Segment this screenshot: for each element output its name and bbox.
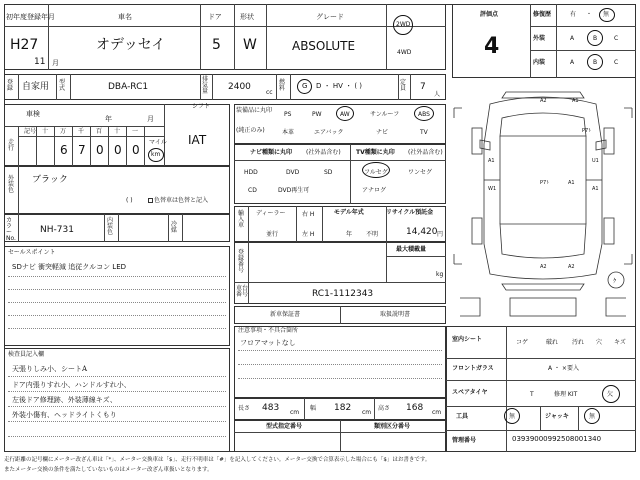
exterior-grade-c: C xyxy=(614,35,619,42)
first-reg-label: 初年度登録年月 xyxy=(6,13,55,21)
notes-label: 注意事項・不具合箇所 xyxy=(238,327,299,334)
spare-label: スペアタイヤ xyxy=(452,389,488,396)
displacement-label: 排気量 xyxy=(202,76,209,95)
equipment-sub: (純正のみ) xyxy=(236,127,265,134)
model-year-suffix: 年 xyxy=(346,231,353,238)
shift-label: シフト xyxy=(192,103,211,110)
fuel-label: 燃料 xyxy=(279,79,286,92)
odometer-header-5: 十 xyxy=(114,128,121,135)
tv-sub: (社外品含む) xyxy=(408,149,443,156)
equip-aw: AW xyxy=(340,111,350,118)
seat-hole: 穴 xyxy=(596,339,603,346)
odometer-header-3: 千 xyxy=(78,128,85,135)
plate-value: 自家用 xyxy=(22,82,50,92)
car-diagram-svg xyxy=(450,84,636,322)
car-diagram xyxy=(450,84,636,322)
exterior-grade-a: A xyxy=(570,35,575,42)
cc-unit: cc xyxy=(266,89,273,96)
model-year-unknown: 不明 xyxy=(366,231,379,238)
equip-sunroof: サンルーフ xyxy=(370,111,400,118)
doors-value: 5 xyxy=(212,37,221,53)
mgmt-label: 管理番号 xyxy=(452,437,477,444)
selling-points-label: セールスポイント xyxy=(8,249,56,256)
equipment-label: 装備品に丸印 xyxy=(236,107,273,114)
notes-block xyxy=(234,326,446,398)
diag-label-a2-rear: A2 xyxy=(540,264,547,270)
max-load-label: 最大積載量 xyxy=(396,246,427,253)
color-code-label: カラー No. xyxy=(6,217,16,242)
equip-abs: ABS xyxy=(418,111,430,118)
jack-label: ジャッキ xyxy=(545,413,569,420)
exterior-color-value: ブラック xyxy=(32,175,68,185)
registration-label: 登録番号 xyxy=(238,249,245,274)
doors-label: ドア xyxy=(208,13,222,21)
seat-scorch: コゲ xyxy=(516,339,529,346)
notes-text: フロアマットなし xyxy=(240,339,296,347)
warranty-label: 新車保証書 xyxy=(270,311,301,318)
import-label: 輸入車 xyxy=(238,210,245,229)
navi-sd: SD xyxy=(324,169,333,176)
windshield-value: A ・ ×要入 xyxy=(548,365,579,372)
tv-fullseg: フルセグ xyxy=(364,169,388,176)
tv-label: TV種類に丸印 xyxy=(356,149,395,156)
jack-value: 無 xyxy=(589,413,596,420)
import-right: 右 H xyxy=(302,211,315,218)
drive-4wd: 4WD xyxy=(397,49,412,56)
interior-seat-label: 室内シート xyxy=(452,336,483,343)
interior-grade-c: C xyxy=(614,59,619,66)
repair-no: 無 xyxy=(603,11,610,18)
max-load-unit: kg xyxy=(436,271,444,278)
odometer-digit-2: 0 xyxy=(96,143,104,157)
exterior-color-block xyxy=(4,166,230,214)
grade-value: ABSOLUTE xyxy=(292,39,356,53)
exterior-note: 色替車は色替と記入 xyxy=(154,197,209,204)
odometer-digit-0: 6 xyxy=(60,143,68,157)
odometer-digit-4: 0 xyxy=(132,143,140,157)
import-dealer: ディーラー xyxy=(256,210,286,217)
footer-line-2: またメーター交換の条件を満たしていないものはメーター改ざん車扱いとなります。 xyxy=(4,467,213,473)
capacity-unit: 人 xyxy=(434,91,441,98)
tools-value: 無 xyxy=(509,413,516,420)
model-year-label: モデル年式 xyxy=(334,209,364,216)
diag-label-a1-front: A1 xyxy=(572,98,579,104)
selling-points-block xyxy=(4,246,230,346)
displacement-value: 2400 xyxy=(228,82,251,92)
first-reg-month-unit: 月 xyxy=(52,59,59,67)
inspector-label: 検査員記入欄 xyxy=(8,351,45,358)
exterior-paren: ( ) xyxy=(126,197,133,204)
odometer-header-0: 記号 xyxy=(24,128,37,135)
interior-grade-label: 内装 xyxy=(533,59,546,66)
diag-mark: ｸ xyxy=(613,278,617,285)
score-value: 4 xyxy=(484,34,500,59)
model-name: オデッセイ xyxy=(96,37,166,53)
exterior-grade-b: B xyxy=(593,35,598,42)
first-reg-year: H27 xyxy=(10,37,39,53)
recycle-value: 14,420 xyxy=(406,227,438,237)
capacity-label: 定員 xyxy=(400,79,407,92)
width-label: 幅 xyxy=(310,405,317,412)
score-label: 評価点 xyxy=(480,11,499,18)
frame-label: 車台番号 xyxy=(236,285,249,298)
equip-leather: 本革 xyxy=(282,129,295,136)
import-left: 左 H xyxy=(302,231,315,238)
selling-points-text: SDナビ 衝突軽減 追従クルコン LED xyxy=(12,263,127,271)
navi-dvd-play: DVD再生可 xyxy=(278,187,310,194)
diag-label-w1-left: W1 xyxy=(488,186,497,192)
width-value: 182 xyxy=(334,403,352,413)
inspection-label: 車検 xyxy=(26,110,40,118)
interior-color-label: 内装色 xyxy=(107,217,114,236)
diag-label-a2-rear-right: A2 xyxy=(568,264,575,270)
spare-none: 欠 xyxy=(607,391,614,398)
manual-label: 取扱説明書 xyxy=(380,311,411,318)
odometer-header-1: 十 xyxy=(42,128,49,135)
equip-airbag: エアバック xyxy=(314,129,344,136)
navi-sub: (社外品含む) xyxy=(306,149,341,156)
diag-label-u1-right: U1 xyxy=(592,158,599,164)
height-label: 高さ xyxy=(378,405,391,412)
type-value: DBA-RC1 xyxy=(108,82,149,92)
tv-analog: アナログ xyxy=(362,187,387,194)
inspector-line-3: 左後ドア修理跡、外装薄線キズ、 xyxy=(12,396,117,404)
seat-scratch: キズ xyxy=(614,339,626,346)
repair-yes: 有 xyxy=(570,11,577,18)
odometer-digit-3: 0 xyxy=(114,143,122,157)
model-label: 車名 xyxy=(118,13,132,21)
odometer-unit-km: km xyxy=(151,151,161,158)
length-unit: cm xyxy=(290,409,300,416)
fuel-g: G xyxy=(302,82,308,90)
odometer-digit-1: 7 xyxy=(78,143,86,157)
equip-pw: PW xyxy=(312,111,322,118)
type-spec-label: 型式指定番号 xyxy=(266,423,303,430)
diag-label-a1-left: A1 xyxy=(488,158,495,164)
height-value: 168 xyxy=(406,403,424,413)
spare-t: T xyxy=(530,391,534,398)
navi-label: ナビ種類に丸印 xyxy=(250,149,293,156)
shift-value: IAT xyxy=(188,133,207,147)
class-label: 類別区分番号 xyxy=(374,423,411,430)
interior-grade-b: B xyxy=(593,59,598,66)
odometer-header-2: 万 xyxy=(60,128,67,135)
diag-label-p7-center: P7ﾄ xyxy=(540,180,549,186)
inspector-line-2: ドア内張りすれ小、ハンドルすれ小、 xyxy=(12,381,131,389)
seat-stain: 汚れ xyxy=(572,339,585,346)
height-unit: cm xyxy=(432,409,442,416)
tv-oneseg: ワンセグ xyxy=(408,169,433,176)
header-row xyxy=(4,4,446,70)
refrigerant-label: 冷媒 xyxy=(171,221,178,234)
diag-label-a1-right: A1 xyxy=(592,186,599,192)
frame-value: RC1-1112343 xyxy=(312,289,374,299)
import-parallel: 並行 xyxy=(266,231,279,238)
repair-label: 修復歴 xyxy=(533,11,552,18)
equip-tv: TV xyxy=(420,129,428,136)
type-label: 型式 xyxy=(59,79,66,92)
diag-label-a1-center: A1 xyxy=(568,180,575,186)
length-label: 長さ xyxy=(238,405,251,412)
drive-2wd: 2WD xyxy=(396,21,411,28)
seat-tear: 破れ xyxy=(546,339,559,346)
grade-label: グレード xyxy=(316,13,344,21)
tools-label: 工具 xyxy=(456,413,469,420)
inspection-year-unit: 年 xyxy=(105,115,112,123)
first-reg-month: 11 xyxy=(34,57,46,67)
navi-hdd: HDD xyxy=(244,169,258,176)
exterior-label: 外装色 xyxy=(8,175,15,194)
mgmt-value: 03939000992508001340 xyxy=(512,435,602,443)
repaint-checkbox[interactable] xyxy=(148,198,153,203)
shape-label: 形状 xyxy=(240,13,254,21)
inspector-line-4: 外装小傷有、ヘッドライトくもり xyxy=(12,411,117,419)
diag-label-a2-front: A2 xyxy=(540,98,547,104)
capacity-value: 7 xyxy=(420,82,426,92)
equip-navi: ナビ xyxy=(376,129,389,136)
inspector-line-1: 天張りしみ小、シートA xyxy=(12,365,88,373)
color-code-block xyxy=(4,214,230,242)
footer-line-1: 走行距離の記号欄にメーター改ざん車は「*」、メーター交換車は「$」、走行不明車は「#」を記入してください。メーター交換で合算表示した場合にも「$」はお書きです。 xyxy=(4,457,431,463)
fuel-rest: D ・ HV ・ ( ) xyxy=(316,82,363,90)
equip-ps: PS xyxy=(284,111,292,118)
spare-kit: 修理 KIT xyxy=(554,391,578,398)
diag-label-p7-right: P7ﾄ xyxy=(582,128,591,134)
interior-grade-a: A xyxy=(570,59,575,66)
odometer-header-6: 一 xyxy=(132,128,139,135)
color-code-value: NH-731 xyxy=(40,225,74,235)
navi-dvd: DVD xyxy=(286,169,300,176)
recycle-label: リサイクル預託金 xyxy=(386,209,434,216)
windshield-label: フロントガラス xyxy=(452,365,494,372)
odometer-unit-mile: マイル xyxy=(149,139,167,146)
exterior-grade-label: 外装 xyxy=(533,35,546,42)
mileage-side-label: 走行 xyxy=(8,139,15,152)
plate-label: 登録 xyxy=(7,79,14,92)
inspection-month-unit: 月 xyxy=(147,115,154,123)
length-value: 483 xyxy=(262,403,280,413)
odometer-header-4: 百 xyxy=(96,128,103,135)
shape-value: W xyxy=(243,37,257,53)
navi-cd: CD xyxy=(248,187,257,194)
width-unit: cm xyxy=(362,409,372,416)
recycle-yen: 円 xyxy=(437,231,444,238)
